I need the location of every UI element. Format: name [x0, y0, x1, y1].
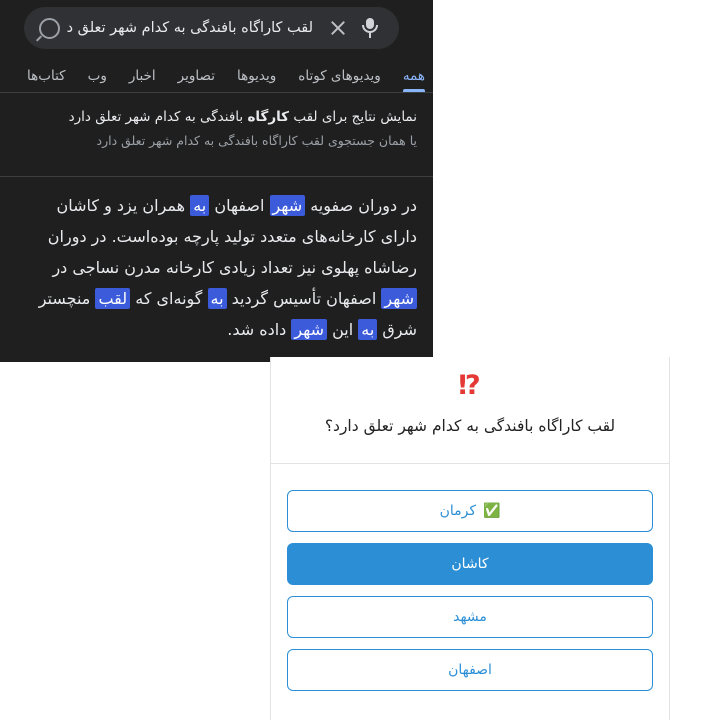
tab-short-videos[interactable]: ویدیوهای کوتاه	[298, 68, 381, 84]
snippet-part-6: منچستر شرق	[38, 289, 417, 339]
check-icon: ✅	[483, 503, 501, 519]
note-bold-term: کارگاه	[247, 109, 290, 125]
search-results-panel	[0, 0, 433, 362]
snippet-part-1: در دوران صفویه	[305, 196, 417, 215]
tab-web[interactable]: وب	[87, 68, 107, 84]
tab-images[interactable]: تصاویر	[177, 68, 215, 84]
quiz-option-4-label: اصفهان	[448, 662, 492, 678]
tab-videos[interactable]: ویدیوها	[236, 68, 277, 84]
search-tabs	[0, 56, 433, 92]
quiz-question-text: لقب کاراگاه بافندگی به کدام شهر تعلق دارد؟	[324, 417, 616, 435]
quiz-option-2[interactable]	[287, 543, 653, 585]
quiz-option-2-label: کاشان	[451, 556, 489, 572]
snippet-part-8: داده شد.	[227, 320, 292, 339]
search-field[interactable]	[24, 7, 399, 49]
quiz-options-list	[271, 490, 669, 691]
showing-results-line	[16, 106, 417, 128]
highlight-be-1: به	[190, 195, 209, 216]
close-icon[interactable]	[325, 15, 351, 41]
snippet-part-2: اصفهان	[209, 196, 270, 215]
highlight-shahr-2: شهر	[381, 288, 417, 309]
spelling-correction-note	[0, 106, 433, 152]
snippet-part-3: همران یزد و کاشان دارای کارخانه‌های متعدد تولید پارچه بوده‌است. در دوران رضاشاه پهلوی نیز تعداد زیادی کارخانه مدرن نساجی در	[47, 196, 417, 277]
highlight-shahr-3: شهر	[291, 319, 327, 340]
tabs-divider	[0, 92, 433, 93]
tab-books[interactable]: کتاب‌ها	[27, 68, 66, 84]
quiz-option-3-label: مشهد	[453, 609, 487, 625]
quiz-option-3[interactable]	[287, 596, 653, 638]
quiz-option-1-label: کرمان	[439, 503, 476, 519]
note-prefix: نمایش نتایج برای لقب	[289, 109, 417, 125]
snippet-part-4: اصفهان تأسیس گردید	[226, 289, 382, 308]
highlight-shahr-1: شهر	[270, 195, 306, 216]
search-bar-row	[0, 0, 433, 56]
interrobang-icon: ⁉	[458, 370, 482, 401]
snippet-part-7: این	[326, 320, 359, 339]
tab-news[interactable]: اخبار	[128, 68, 156, 84]
search-icon[interactable]	[36, 15, 62, 41]
microphone-icon[interactable]	[357, 15, 383, 41]
highlight-be-2: به	[208, 288, 227, 309]
tab-all[interactable]: همه	[403, 68, 425, 92]
note-divider	[0, 176, 433, 177]
quiz-panel	[270, 357, 670, 720]
original-query-line[interactable]: یا همان جستجوی لقب کاراگاه بافندگی به کدام شهر تعلق دارد	[96, 133, 417, 148]
quiz-option-4[interactable]	[287, 649, 653, 691]
quiz-divider	[271, 463, 669, 464]
search-input[interactable]: لقب کاراگاه بافندگی به کدام شهر تعلق د	[66, 20, 313, 36]
note-suffix: بافندگی به کدام شهر تعلق دارد	[68, 109, 248, 125]
snippet-part-5: گونه‌ای که	[130, 289, 208, 308]
featured-snippet-text	[0, 190, 433, 345]
quiz-option-1[interactable]	[287, 490, 653, 532]
highlight-laghab: لقب	[95, 288, 130, 309]
highlight-be-3: به	[358, 319, 377, 340]
